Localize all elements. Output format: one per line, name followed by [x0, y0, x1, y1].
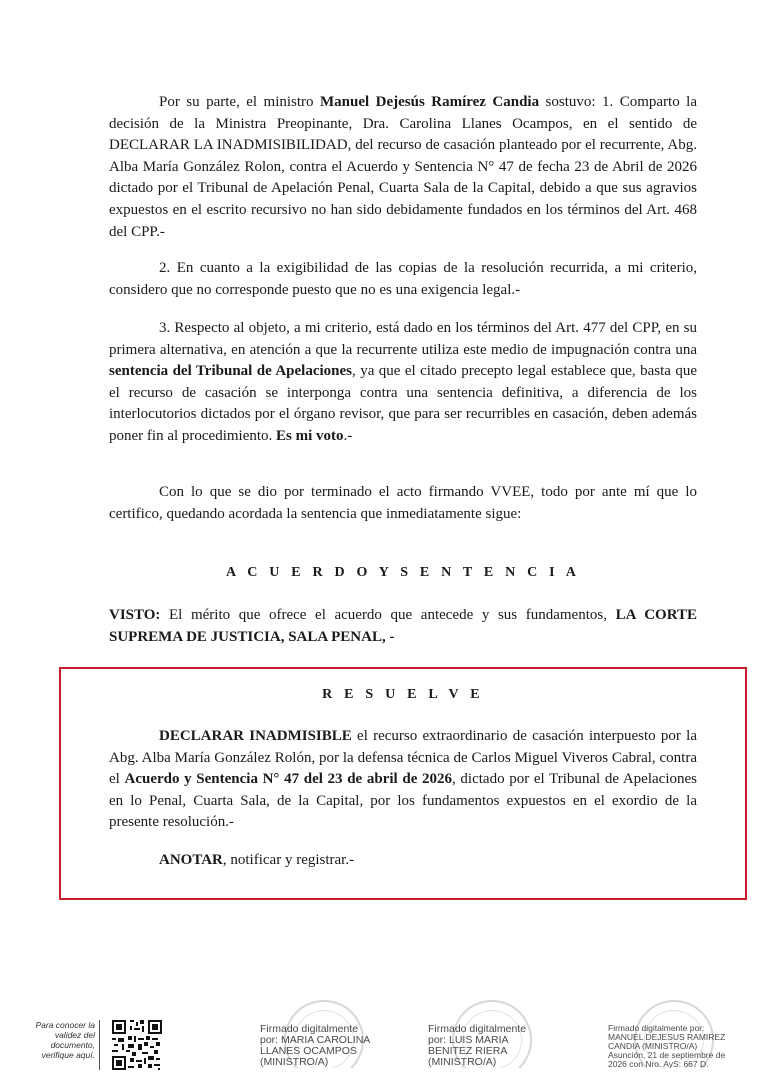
paragraph-ramirez-vote	[109, 92, 697, 243]
signature-block-llanes	[240, 1000, 380, 1068]
signature-line: por: MARIA CAROLINA	[260, 1034, 371, 1046]
signature-line: (MINISTRO/A)	[260, 1056, 329, 1068]
bold-phrase: sentencia del Tribunal de Apelaciones	[109, 363, 353, 380]
paragraph-copies: 2. En cuanto a la exigibilidad de las copias de la resolución recurrida, a mi criterio, considero que no corresponde puesto que no es una exigencia legal.-	[109, 260, 697, 298]
paragraph-resolution	[109, 726, 697, 834]
text-run: El mérito que ofrece el acuerdo que antecede y sus fundamentos,	[160, 607, 616, 623]
text-run: 3. Respecto al objeto, a mi criterio, está dado en los términos del Art. 477 del CPP, en su primera alternativa, en atención a que la recurrente utiliza este medio de impugnación contra una	[109, 320, 697, 358]
signature-line: Firmado digitalmente	[428, 1023, 527, 1035]
signature-line: MANUEL DEJESUS RAMIREZ	[608, 1032, 726, 1042]
signature-line: (MINISTRO/A)	[428, 1056, 497, 1068]
qr-code-icon[interactable]	[112, 1020, 162, 1070]
signature-line: Firmado digitalmente por:	[608, 1023, 705, 1033]
signature-line: BENITEZ RIERA	[428, 1045, 508, 1057]
signature-line: CANDIA (MINISTRO/A)	[608, 1041, 698, 1051]
signature-block-ramirez	[600, 1000, 750, 1068]
paragraph-object	[109, 318, 697, 448]
signature-text	[428, 1024, 526, 1068]
note-line: validez del	[54, 1030, 95, 1040]
bold-phrase: ANOTAR	[159, 852, 223, 868]
minister-name: Manuel Dejesús Ramírez Candia	[320, 94, 540, 110]
visto-label: VISTO:	[109, 607, 161, 623]
signature-line: Firmado digitalmente	[260, 1023, 359, 1035]
text-run: , dictado por el Tribunal de Apelaciones en lo Penal, Cuarta Sala, de la Capital, por los fundamentos expuestos en el exordio de la presente resolución.-	[109, 771, 697, 831]
text-run: .-	[343, 427, 353, 444]
signature-text	[260, 1024, 370, 1068]
bold-phrase: Es mi voto	[276, 427, 344, 444]
section-heading-acuerdo: A C U E R D O Y S E N T E N C I A	[225, 565, 581, 580]
verification-note	[26, 1020, 100, 1070]
text-run: , ya que el citado precepto legal establece que, basta que el recurso de casación se interponga contra una sentencia definitiva, a diferencia de los interlocutorios dictados por el órgano revisor, que para ser recurribles en casación, deben además poner fin al procedimiento.	[109, 363, 697, 444]
paragraph-visto	[109, 605, 697, 648]
note-line: documento,	[50, 1040, 95, 1050]
court-name: LA CORTE SUPREMA DE JUSTICIA, SALA PENAL, -	[109, 607, 698, 645]
text-run: el recurso extraordinario de casación interpuesto por la Abg. Alba María González Rolón, por la defensa técnica de Carlos Miguel Viveros Cabral, contra el	[109, 728, 697, 788]
note-line: Para conocer la	[35, 1020, 95, 1030]
text-run: sostuvo: 1. Comparto la decisión de la Ministra Preopinante, Dra. Carolina Llanes Ocampos, en el sentido de DECLARAR LA INADMISIBILIDAD, del recurso de casación planteado por el recurrente, Abg. Alba María González Rolon, contra el Acuerdo y Sentencia N° 47 de fecha 23 de Abril de 2026 dictado por el Tribunal de Apelación Penal, Cuarta Sala de la Capital, debido a que sus agravios expuestos en el escrito recursivo no han sido debidamente fundados en los términos del Art. 468 del CPP.-	[109, 94, 697, 240]
text-run: , notificar y registrar.-	[222, 852, 355, 868]
signature-line: 2026 con Nro. AyS: 667 D.	[608, 1059, 709, 1068]
bold-phrase: Acuerdo y Sentencia N° 47 del 23 de abril de 2026	[124, 771, 453, 788]
signature-block-benitez	[410, 1000, 550, 1068]
paragraph-anotar	[109, 850, 697, 872]
section-heading-resuelve: R E S U E L V E	[322, 687, 484, 702]
signature-line: por: LUIS MARIA	[428, 1034, 509, 1046]
signature-line: Asunción, 21 de septiembre de	[608, 1050, 726, 1060]
bold-phrase: DECLARAR INADMISIBLE	[159, 728, 352, 744]
signature-line: LLANES OCAMPOS	[260, 1045, 357, 1057]
text-run: Por su parte, el ministro	[159, 94, 321, 110]
signature-text	[608, 1024, 725, 1068]
note-line: verifique aquí.	[41, 1050, 95, 1060]
paragraph-closing: Con lo que se dio por terminado el acto firmando VVEE, todo por ante mí que lo certifico, quedando acordada la sentencia que inmediatamente sigue:	[109, 484, 697, 522]
